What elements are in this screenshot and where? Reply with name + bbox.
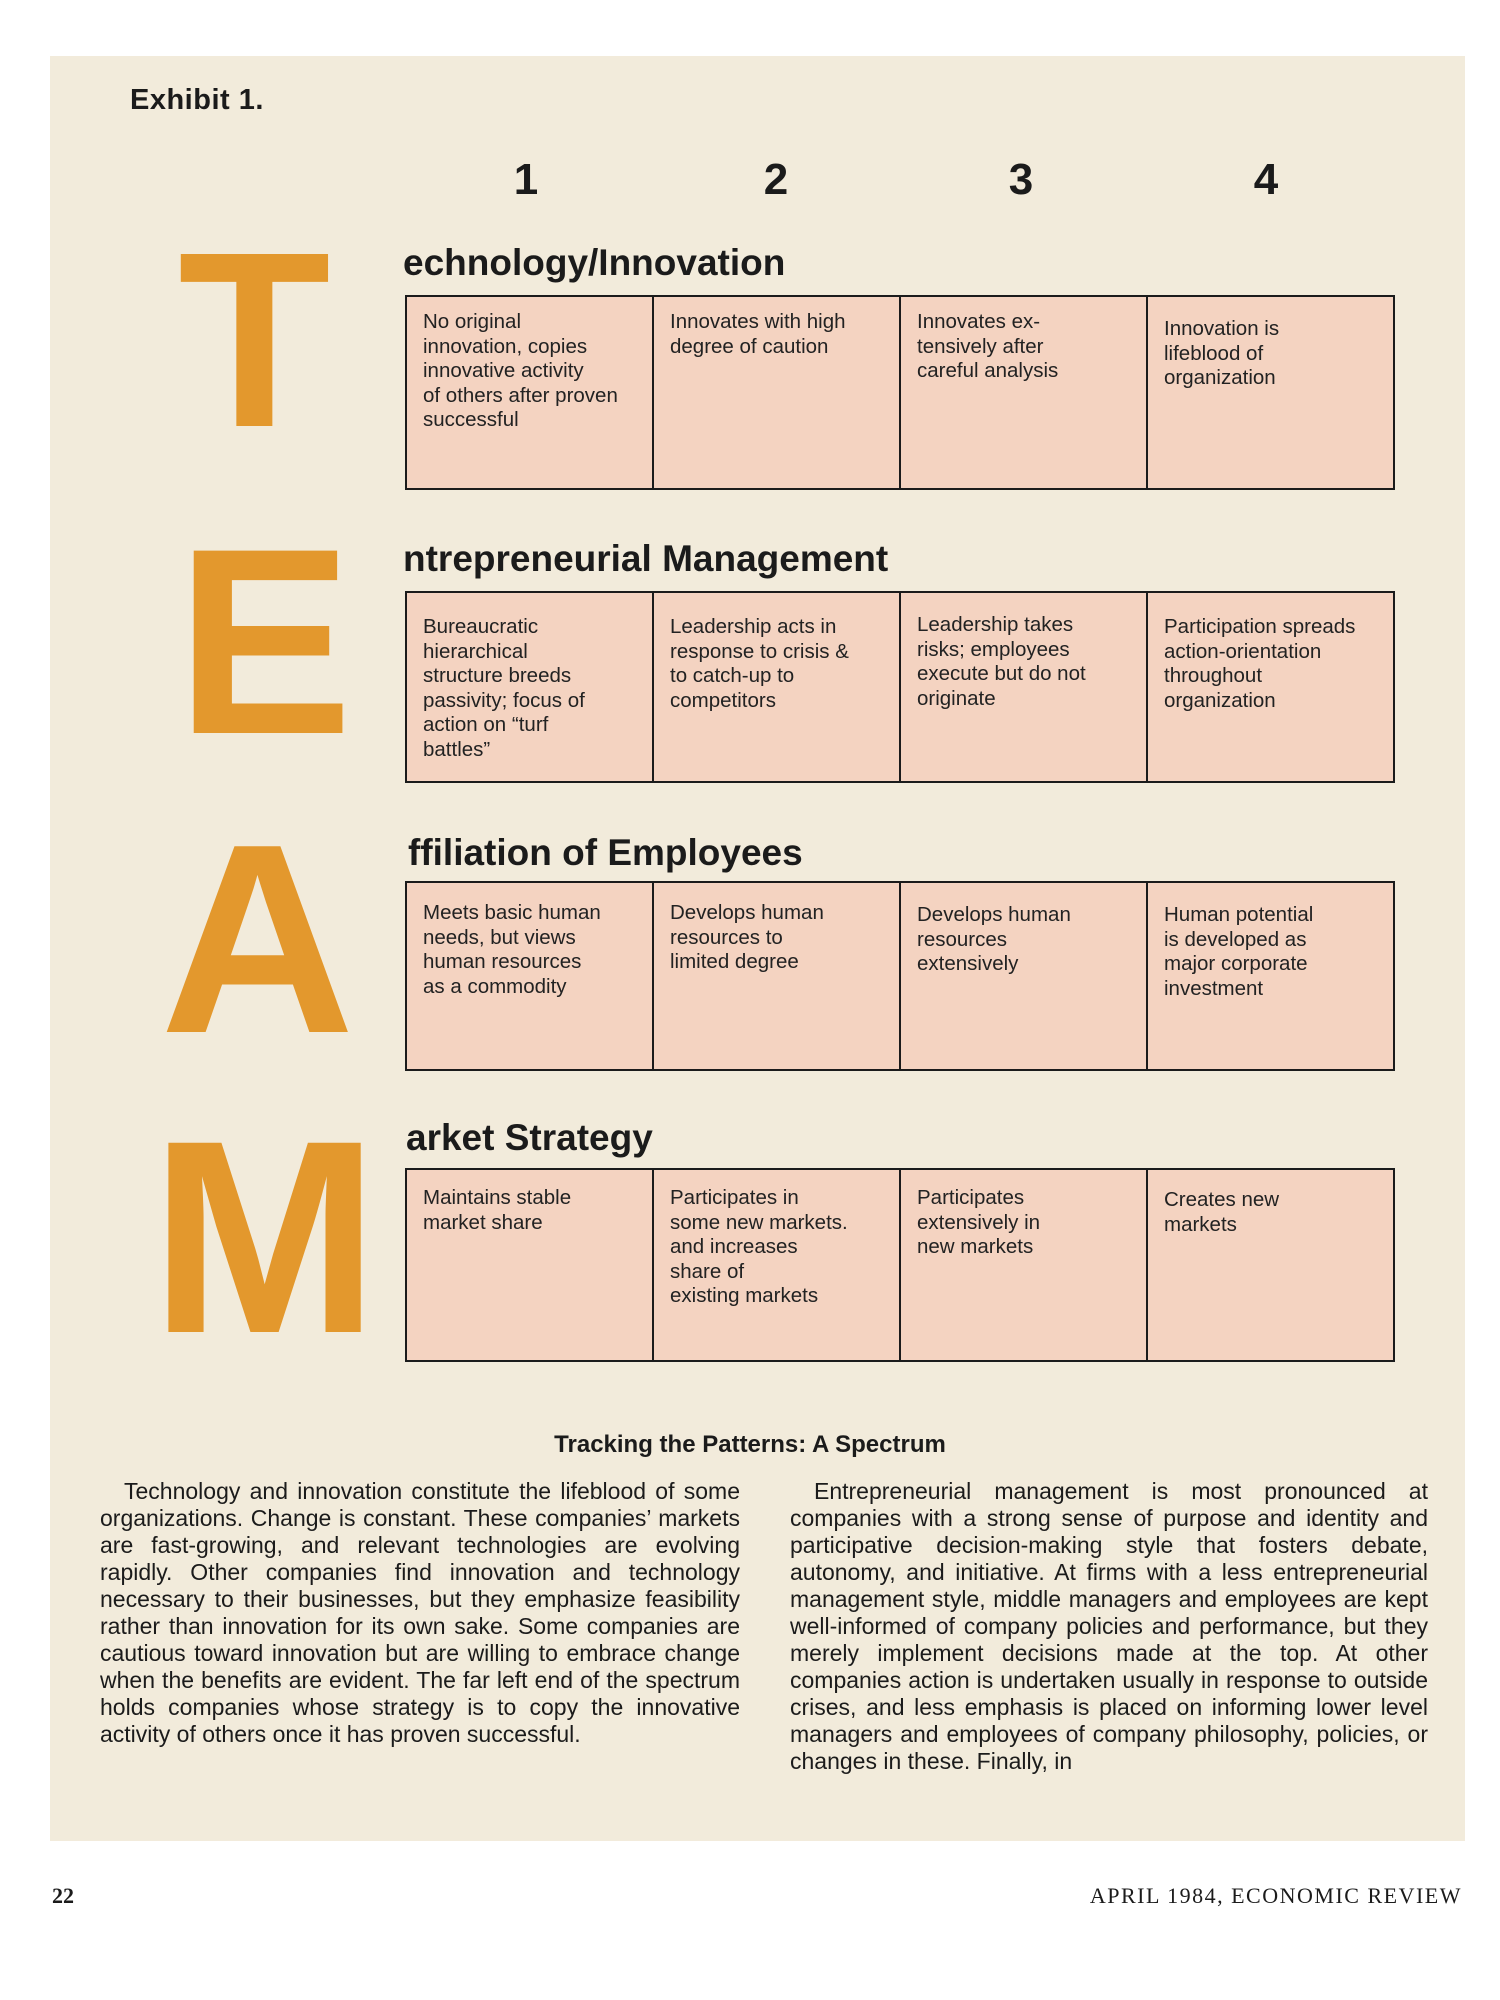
big-letter-e: E	[176, 494, 353, 790]
cell-affiliation-1: Meets basic human needs, but views human resources as a commodity	[423, 901, 601, 998]
body-text-left: Technology and innovation constitute the lifeblood of some organizations. Change is constant. These companies’ markets are fast-growing, and relevant technologies are evolving rapidly. Other companies find innovation and technology necessary to their businesses, but they emphasize feasibility rather than innovation for its own sake. Some companies are cautious toward innovation but are willing to embrace change when the benefits are evident. The far left end of the spectrum holds companies whose strategy is to copy the innovative activity of others once it has proven successful.	[100, 1478, 740, 1747]
cell-entrepreneurial-4: Participation spreads action-orientation throughout organization	[1146, 593, 1393, 781]
spectrum-row-entrepreneurial	[405, 591, 1395, 783]
section-title-affiliation: ffiliation of Employees	[408, 832, 803, 873]
cell-entrepreneurial-1: Bureaucratic hierarchical structure breeds passivity; focus of action on “turf battles”	[423, 615, 585, 761]
body-text-right: Entrepreneurial management is most pronounced at companies with a strong sense of purpose and identity and participative decision-making style that fosters debate, autonomy, and initiative. At firms with a less entrepreneurial management style, middle managers and employees are kept well-informed of company policies and performance, but they merely implement decisions made at the top. At other companies action is undertaken usually in response to outside crises, and less emphasis is placed on informing lower level managers and employees of company philosophy, policies, or changes in these. Finally, in	[790, 1478, 1428, 1774]
big-letter-m: M	[150, 1084, 380, 1391]
figure-caption: Tracking the Patterns: A Spectrum	[554, 1431, 946, 1458]
cell-market-3: Participates extensively in new markets	[899, 1170, 1146, 1360]
cell-technology-4: Innovation is lifeblood of organization	[1146, 297, 1393, 488]
cell-technology-2: Innovates with high degree of caution	[652, 297, 899, 488]
cell-market-4: Creates new markets	[1146, 1170, 1393, 1360]
column-number-2: 2	[763, 155, 789, 204]
column-number-3: 3	[1008, 155, 1034, 204]
cell-entrepreneurial-2: Leadership acts in response to crisis & to catch-up to competitors	[652, 593, 899, 781]
cell-market-2: Participates in some new markets. and increases share of existing markets	[652, 1170, 899, 1360]
section-title-entrepreneurial: ntrepreneurial Management	[403, 538, 889, 579]
spectrum-row-market	[405, 1168, 1395, 1362]
section-title-technology: echnology/Innovation	[403, 242, 786, 283]
publication-footer: APRIL 1984, ECONOMIC REVIEW	[1089, 1883, 1462, 1908]
cell-technology-1: No original innovation, copies innovative activity of others after proven successful	[423, 310, 618, 431]
page-number: 22	[52, 1883, 74, 1908]
cell-affiliation-2: Develops human resources to limited degree	[652, 883, 899, 1069]
cell-affiliation-3: Develops human resources extensively	[899, 883, 1146, 1069]
cell-entrepreneurial-3: Leadership takes risks; employees execute but do not originate	[899, 593, 1146, 781]
column-number-1: 1	[513, 155, 539, 204]
spectrum-row-technology	[405, 295, 1395, 490]
big-letter-a: A	[160, 789, 355, 1090]
big-letter-t: T	[178, 200, 331, 479]
exhibit-label: Exhibit 1.	[130, 84, 264, 116]
cell-affiliation-4: Human potential is developed as major corporate investment	[1146, 883, 1393, 1069]
section-title-market: arket Strategy	[406, 1117, 653, 1158]
cell-technology-3: Innovates ex- tensively after careful analysis	[899, 297, 1146, 488]
column-number-4: 4	[1253, 155, 1279, 204]
cell-market-1: Maintains stable market share	[423, 1186, 572, 1234]
spectrum-row-affiliation	[405, 881, 1395, 1071]
